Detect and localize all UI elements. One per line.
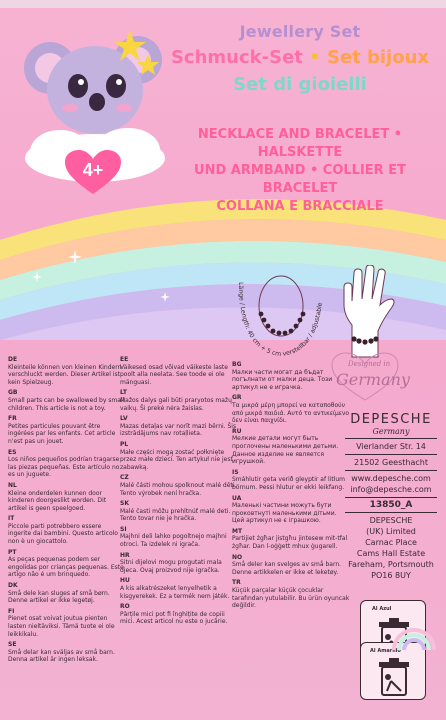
language-code: FI [8,607,15,615]
age-badge: 4+ [82,160,104,180]
sparkle-icon [68,250,82,264]
brand-sub: Germany [372,427,410,436]
warning-text: Små delar kan sväljas av små barn. Denna artikel är ingen leksak. [8,648,115,664]
title-italian: Set di gioielli [233,74,367,95]
divider [345,497,437,498]
warning-text: Small parts can be swallowed by small children. This article is not a toy. [8,396,125,412]
waste-label: Al Amarillo [370,648,401,654]
necklace-illustration [235,262,325,362]
warning-block [8,549,126,579]
warning-text: Majhni deli lahko pogoltnejo majhni otroci. Ta izdelek ni igrača. [120,533,227,549]
warning-block [8,356,126,386]
warning-block [8,449,126,479]
language-code: SK [120,500,129,508]
warning-block [8,515,126,545]
title-french: Set bijoux [326,47,430,68]
length-label: Länge / Length: 40 cm + 5 cm verstellbar / adjustable [236,282,324,359]
warning-text: Sitni dijelovi mogu progutati mala djeca. Ovaj proizvod nije igračka. [120,559,222,574]
language-code: LT [120,389,127,397]
warning-text: Мелкие детали могут быть проглочены маленькими детьми. Данное изделие не является игрушкой. [232,435,339,466]
language-code: RO [120,603,130,611]
warning-text: Părțile mici pot fi înghițite de copiii mici. Acest articol nu este o jucărie. [120,610,228,626]
sparkle-icon [160,292,170,302]
waste-label: Al Azul [372,606,392,612]
warning-column-2 [120,356,238,629]
language-code: PL [120,440,129,448]
warning-text: Piccole parti potrebbero essere ingerite dai bambini. Questo articolo non è un giocattolo. [8,522,118,546]
warning-block [120,356,238,386]
subtitle-line: NECKLACE AND BRACELET • HALSKETTE [197,127,403,160]
warning-block [232,428,350,466]
manufacturer-address [335,412,446,581]
hand-bracelet-illustration [330,265,410,360]
warning-block [8,582,126,605]
uk-brand: DEPESCHE [369,516,413,525]
language-code: GB [8,389,18,397]
sparkle-icon [32,272,42,282]
warning-block [120,500,238,523]
website: www.depesche.com [351,474,431,483]
warning-block [8,641,126,664]
warning-text: Τα μικρά μέρη μπορεί να καταποθούν από μικρά παιδιά. Αυτό το αντικείμενο δεν είναι παιχνίδι. [232,401,350,425]
language-code: SI [120,525,127,533]
language-code: CZ [120,474,129,482]
title-english: Jewellery Set [239,22,361,41]
warning-block [8,482,126,512]
uk-address-line: Carnac Place [365,538,417,547]
language-code: MT [232,527,243,535]
title-german: Schmuck-Set [170,47,303,68]
sku-number: 13850_A [369,500,413,510]
box-top-edge [0,0,446,8]
warning-text: Małe części mogą zostać połknięte przez małe dzieci. Ten artykuł nie jest zabawką. [120,448,233,471]
subtitle-line: COLLANA E BRACCIALE [216,199,384,214]
language-code: NO [232,553,243,561]
warning-block [120,474,238,497]
warning-text: Малки части могат да бъдат погълнати от малки деца. Този артикул не е играчка. [232,368,333,391]
language-code: NL [8,481,17,489]
trash-bin-icon [377,657,411,697]
warning-text: Küçük parçalar küçük çocuklar tarafından yutulabilir. Bu ürün oyuncak değildir. [232,587,350,610]
language-code: EE [120,356,129,363]
language-code: DK [8,582,18,590]
language-code: BG [232,361,242,368]
city: 21502 Geesthacht [354,458,428,467]
product-subtitle [160,126,440,216]
warning-text: Smáhlutir geta verið gleyptir af litlum börnum. Þessi hlutur er ekki leikfang. [232,476,346,491]
warning-block [120,552,238,575]
warning-text: As peças pequenas podem ser engolidas por crianças pequenas. Este artigo não é um brinquedo. [8,556,124,579]
language-code: GR [232,394,242,402]
language-code: UA [232,494,242,502]
warning-text: Partijiet żgħar jistgħu jintesew mit-tfal żgħar. Dan l-oġġett mhux ġugarell. [232,535,348,551]
warning-block [120,577,238,600]
warning-text: Kleine onderdelen kunnen door kinderen doorgeslikt worden. Dit artikel is geen speelgoed. [8,489,107,512]
warning-block [120,389,238,412]
warning-block [232,495,350,525]
email: info@depesche.com [350,485,432,494]
warning-text: Kleinteile können von kleinen Kindern verschluckt werden. Dieser Artikel ist kein Spielzeug. [8,363,122,386]
uk-address-line: Fareham, Portsmouth [348,560,434,569]
warning-block [8,389,126,412]
language-code: PT [8,548,17,556]
language-code: IT [8,515,15,523]
warning-block [8,608,126,638]
language-code: IS [232,468,239,476]
warning-block [232,554,350,577]
divider [345,438,437,439]
subtitle-line: UND ARMBAND • COLLIER ET BRACELET [194,163,406,196]
warning-text: A kis alkatrészeket lenyelhetik a kisgyerekek. Ez a termék nem játék. [120,585,230,600]
language-code: DE [8,356,18,363]
uk-company: (UK) Limited [366,527,416,536]
title-german-french [160,47,440,68]
designed-in-label: Designed in [348,360,391,368]
svg-text:Länge / Length: 40 cm + 5 cm v [237,282,324,358]
warning-text: Malé části mohou spolknout malé děti. Tento výrobek není hračka. [120,481,237,497]
divider [345,470,437,471]
language-code: FR [8,415,17,423]
language-code: LV [120,415,128,423]
language-code: HR [120,551,130,559]
warning-text: Pienet osat voivat joutua pienten lasten nieltäviksi. Tämä tuote ei ole leikkikalu. [8,615,115,638]
warning-block [232,528,350,551]
divider [345,454,437,455]
language-code: ES [8,448,17,456]
warning-text: Väikesed osad võivad väikeste laste poolt alla neelata. See toode ei ole mänguasi. [120,363,228,386]
small-rainbow-icon [392,622,436,652]
product-titles [160,22,440,95]
uk-address-line: Cams Hall Estate [356,549,426,558]
language-code: HU [120,577,130,585]
language-code: RU [232,427,242,435]
germany-label: Germany [336,370,410,389]
warning-column-1 [8,356,126,667]
warning-text: Malé časti môžu prehltnúť malé deti. Tento tovar nie je hračka. [120,507,231,523]
divider [345,512,437,513]
warning-text: Маленькі частини можуть бути проковтнуті маленькими дітьми. Цей артикул не є іграшкою. [232,502,337,525]
street: Vierlander Str. 14 [356,442,426,451]
warning-block [8,415,126,445]
warning-text: Los niños pequeños podrían tragarse las piezas pequeñas. Este artículo no es un juguete. [8,456,120,479]
warning-text: Petites particules pouvant être ingérées par les enfants. Cet article n'est pas un jouet. [8,422,116,445]
warning-block [232,579,350,609]
warning-text: Små dele kan sluges af små børn. Denne artikel er ikke legetøj. [8,589,110,605]
warning-text: Små deler kan svelges av små barn. Denne artikkelen er ikke et leketøy. [232,561,342,576]
language-code: TR [232,579,241,587]
warning-block [120,526,238,549]
language-code: SE [8,641,17,649]
warning-block [232,469,350,492]
warning-text: Mazas detaļas var norīt mazi bērni. Šis izstrādājums nav rotaļlieta. [120,422,237,438]
title-bullet: • [309,47,321,68]
warning-block [120,603,238,626]
uk-address-line: PO16 8UY [371,571,411,580]
brand-name: DEPESCHE [350,412,432,427]
warning-text: Mažos dalys gali būti praryotos mažų vaikų. Ši prekė nėra žaislas. [120,396,232,412]
warning-block [120,441,238,471]
warning-block [120,415,238,438]
